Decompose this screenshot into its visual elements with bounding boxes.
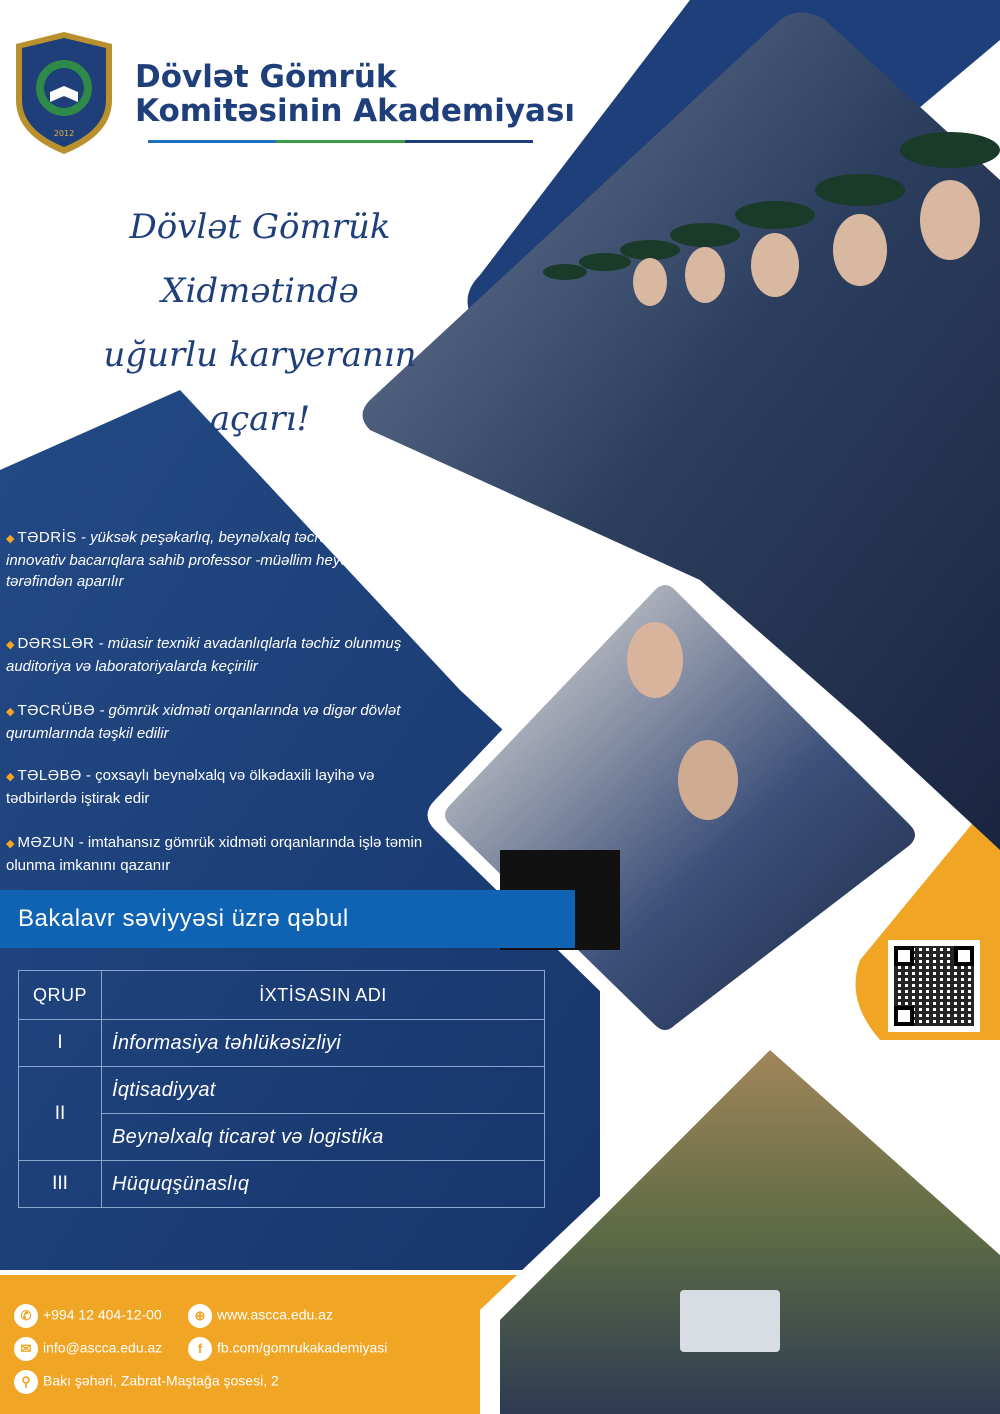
group-cell: II [19,1067,102,1161]
feature-key: TƏCRÜBƏ [17,702,96,719]
feature-text: - çoxsaylı beynəlxalq və ölkədaxili layihə və tədbirlərdə iştirak edir [6,767,375,807]
feature-item [6,633,426,677]
website-text: www.ascca.edu.az [217,1306,333,1323]
diamond-bullet-icon: ◆ [6,639,15,651]
location-pin-icon: ⚲ [14,1370,38,1394]
feature-item [6,832,426,876]
feature-key: TƏLƏBƏ [17,767,82,784]
feature-text: - gömrük xidməti orqanlarında və digər dövlət qurumlarında təşkil edilir [6,702,401,742]
diamond-bullet-icon: ◆ [6,771,15,783]
slogan [40,195,480,451]
diamond-bullet-icon: ◆ [6,533,15,545]
academy-name [135,60,575,128]
specialties-table [18,970,545,1208]
qr-finder-bottom-left [894,1006,914,1026]
feature-key: MƏZUN [17,834,75,851]
contact-facebook[interactable] [188,1337,387,1361]
specialty-cell: Hüquqşünaslıq [102,1161,545,1208]
feature-item [6,765,426,809]
slogan-line3: açarı! [209,399,311,439]
column-header-name: İXTİSASIN ADI [102,971,545,1020]
column-header-group: QRUP [19,971,102,1020]
feature-key: TƏDRİS [17,529,77,546]
feature-key: DƏRSLƏR [17,635,95,652]
email-text: info@ascca.edu.az [43,1339,163,1356]
feature-item [6,700,426,744]
phone-text: +994 12 404-12-00 [43,1306,162,1323]
admission-title: Bakalavr səviyyəsi üzrə qəbul [18,905,349,932]
diamond-bullet-icon: ◆ [6,706,15,718]
laptop [680,1290,780,1352]
feature-text: - müasir texniki avadanlıqlarla təchiz olunmuş auditoriya və laboratoriyalarda keçirilir [6,635,402,675]
specialty-cell: İqtisadiyyat [102,1067,545,1114]
contact-address [14,1370,279,1394]
qr-finder-top-left [894,946,914,966]
academy-name-line2: Komitəsinin Akademiyası [135,93,576,129]
facebook-text: fb.com/gomrukakademiyasi [217,1339,388,1356]
group-cell: III [19,1161,102,1208]
qr-finder-top-right [954,946,974,966]
table-row [19,1067,545,1114]
mail-icon: ✉ [14,1337,38,1361]
contact-website[interactable] [188,1304,333,1328]
globe-icon: ⊕ [188,1304,212,1328]
specialty-cell: İnformasiya təhlükəsizliyi [102,1020,545,1067]
feature-text: - imtahansız gömrük xidməti orqanlarında işlə təmin olunma imkanını qazanır [6,834,423,874]
facebook-icon: f [188,1337,212,1361]
table-row [19,1020,545,1067]
specialty-cell: Beynəlxalq ticarət və logistika [102,1114,545,1161]
diamond-bullet-icon: ◆ [6,838,15,850]
tricolor-underline [148,140,533,143]
address-text: Bakı şəhəri, Zabrat-Maştağa şosesi, 2 [43,1372,279,1389]
slogan-line2: uğurlu karyeranın [103,335,417,375]
table-row [19,1161,545,1208]
feature-item [6,527,426,592]
academy-name-line1: Dövlət Gömrük [135,59,397,95]
logo-year: 2012 [53,129,75,138]
feature-text: - yüksək peşəkarlıq, beynəlxalq təcrübə və müasir innovativ bacarıqlara sahib professor -müəllim heyəti tərəfindən aparılır [6,529,414,590]
contact-phone[interactable] [14,1304,162,1328]
slogan-line1: Dövlət Gömrük Xidmətində [129,207,391,311]
academy-logo [12,30,116,156]
phone-icon: ✆ [14,1304,38,1328]
table-header-row [19,971,545,1020]
group-cell: I [19,1020,102,1067]
contact-email[interactable] [14,1337,162,1361]
